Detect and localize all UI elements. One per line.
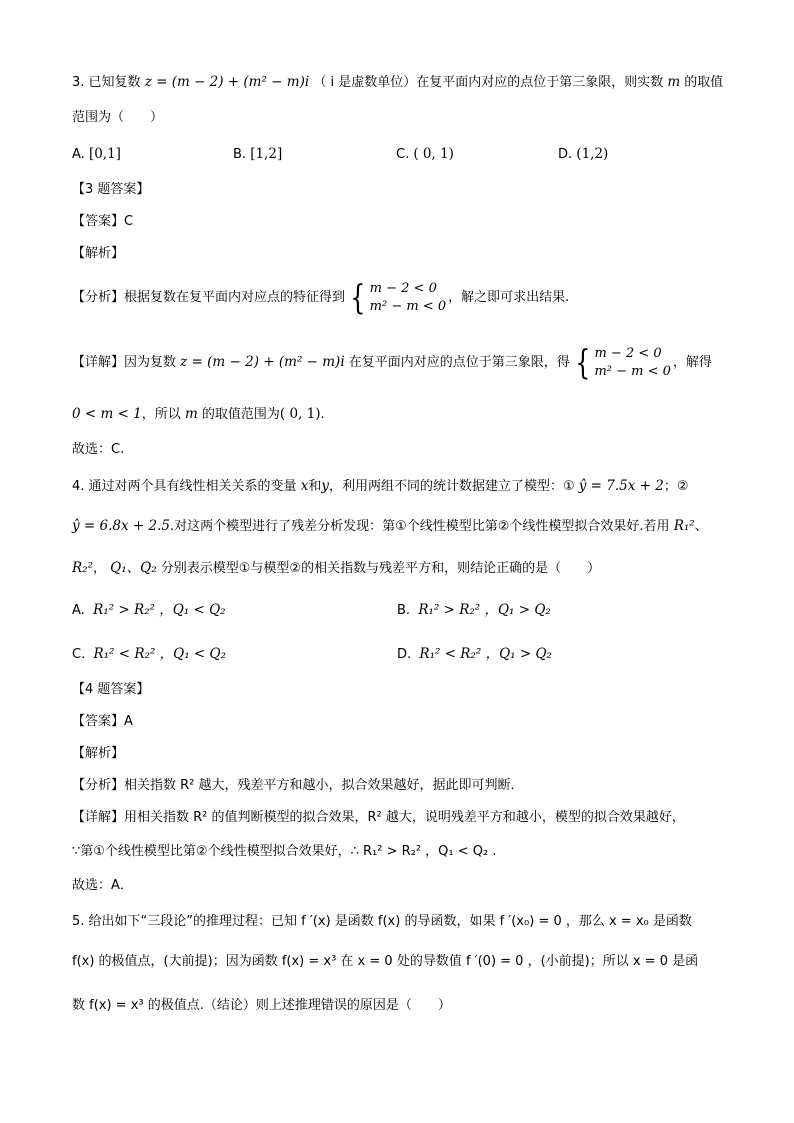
q3-xiangjie-text-3: ，解得 bbox=[672, 355, 712, 370]
q4-q1-q2: Q₁、Q₂ bbox=[110, 560, 157, 576]
q4-r1-squared: R₁² bbox=[673, 518, 695, 534]
q3-choose: 故选：C. bbox=[72, 442, 125, 457]
q3-xiangjie bbox=[72, 342, 712, 383]
q4-stem-line3 bbox=[72, 558, 600, 579]
q3-answer: 【答案】C bbox=[72, 214, 134, 229]
option-value: (1,2) bbox=[576, 146, 609, 162]
q4-dun: 、 bbox=[694, 519, 708, 534]
q3-var-m-2: m bbox=[184, 406, 198, 422]
option-label: B. bbox=[233, 147, 247, 162]
q4-option-c[interactable] bbox=[72, 644, 226, 665]
q3-option-b[interactable] bbox=[233, 144, 282, 165]
q3-answer-header: 【3 题答案】 bbox=[72, 182, 150, 197]
q3-stem-line2: 范围为（ ） bbox=[72, 110, 164, 125]
q3-analysis-header: 【解析】 bbox=[72, 246, 125, 261]
q4-analysis-header: 【解析】 bbox=[72, 746, 125, 761]
option-label: A. bbox=[72, 147, 85, 162]
q5-stem-line1: 5. 给出如下“三段论”的推理过程：已知 f ′(x) 是函数 f(x) 的导函数，如果 f ′(x₀) = 0 ，那么 x = x₀ 是函数 bbox=[72, 914, 692, 929]
q3-range-text: ，所以 bbox=[141, 407, 181, 422]
option-value: ( 0, 1) bbox=[413, 146, 454, 162]
q3-complex-expression: z = (m − 2) + (m² − m)i bbox=[144, 74, 310, 90]
sys-row-2: m² − m < 0 bbox=[594, 363, 671, 379]
q4-model-2: ŷ = 6.8x + 2.5 bbox=[72, 518, 170, 534]
q3-fenxi-text-2: ，解之即可求出结果. bbox=[448, 290, 570, 305]
q4-option-b[interactable] bbox=[397, 600, 551, 621]
q3-xiangjie-text-2: 在复平面内对应的点位于第三象限，得 bbox=[348, 355, 570, 370]
q3-stem-line1 bbox=[72, 72, 723, 93]
q4-option-d[interactable] bbox=[397, 644, 552, 665]
option-value: R₁² > R₂² ，Q₁ > Q₂ bbox=[418, 602, 551, 618]
option-label: C. bbox=[396, 147, 410, 162]
q4-xiangjie: 【详解】用相关指数 R² 的值判断模型的拟合效果，R² 越大，说明残差平方和越小，模型的拟合效果越好， bbox=[72, 810, 685, 825]
q3-stem-text-3: 的取值 bbox=[684, 75, 724, 90]
q4-fenxi: 【分析】相关指数 R² 越大，残差平方和越小，拟合效果越好，据此即可判断． bbox=[72, 778, 524, 793]
q5-stem-line2: f(x) 的极值点，(大前提)；因为函数 f(x) = x³ 在 x = 0 处的导数值 f ′(0) = 0 ，(小前提)；所以 x = 0 是函 bbox=[72, 954, 699, 969]
q4-var-x: x bbox=[300, 478, 309, 494]
q4-stem-text: 4. 通过对两个具有线性相关关系的变量 bbox=[72, 479, 297, 494]
q4-model-1: ŷ = 7.5x + 2 bbox=[578, 478, 664, 494]
brace-icon: { bbox=[350, 277, 366, 318]
q4-stem-line1 bbox=[72, 476, 689, 497]
brace-icon: { bbox=[575, 342, 591, 383]
q4-comma: ， bbox=[93, 561, 107, 576]
q4-and: 和 bbox=[308, 479, 322, 494]
q4-answer: 【答案】A bbox=[72, 714, 133, 729]
option-value: R₁² > R₂² ，Q₁ < Q₂ bbox=[93, 602, 226, 618]
q3-option-d[interactable] bbox=[558, 144, 608, 165]
q4-var-y: y bbox=[321, 478, 329, 494]
q4-option-a[interactable] bbox=[72, 600, 226, 621]
q4-stem-text-2: ，利用两组不同的统计数据建立了模型：① bbox=[328, 479, 575, 494]
q3-range: 0 < m < 1 bbox=[72, 406, 142, 422]
q4-r2-squared: R₂² bbox=[72, 560, 93, 576]
q4-stem-line2 bbox=[72, 516, 708, 537]
q3-range-text-2: 的取值范围为 bbox=[201, 407, 280, 422]
q3-option-a[interactable] bbox=[72, 144, 121, 165]
option-label: D. bbox=[558, 147, 573, 162]
option-label: C. bbox=[72, 647, 86, 662]
option-value: [0,1] bbox=[88, 146, 121, 162]
sys-row-1: m − 2 < 0 bbox=[369, 280, 437, 296]
q3-xiangjie-text: 【详解】因为复数 bbox=[72, 355, 177, 370]
q3-stem-text: 3. 已知复数 bbox=[72, 75, 141, 90]
q3-complex-expression-2: z = (m − 2) + (m² − m)i bbox=[180, 354, 345, 370]
q5-stem-line3: 数 f(x) = x³ 的极值点.（结论）则上述推理错误的原因是（ ） bbox=[72, 998, 451, 1013]
q4-stem-text-4: .对这两个模型进行了残差分析发现：第①个线性模型比第②个线性模型拟合效果好.若用 bbox=[169, 519, 670, 534]
q4-stem-text-5: 分别表示模型①与模型②的相关指数与残差平方和，则结论正确的是（ ） bbox=[160, 561, 601, 576]
option-value: R₁² < R₂² ，Q₁ < Q₂ bbox=[93, 646, 226, 662]
option-value: R₁² < R₂² ，Q₁ > Q₂ bbox=[419, 646, 552, 662]
q3-range-value: ( 0, 1) bbox=[279, 406, 321, 422]
q4-answer-header: 【4 题答案】 bbox=[72, 682, 150, 697]
sys-row-1: m − 2 < 0 bbox=[594, 345, 662, 361]
q3-stem-text-2: （ i 是虚数单位）在复平面内对应的点位于第三象限，则实数 bbox=[313, 75, 664, 90]
q3-inequality-system-2 bbox=[572, 342, 671, 383]
option-value: [1,2] bbox=[250, 146, 283, 162]
q3-fenxi-text: 【分析】根据复数在复平面内对应点的特征得到 bbox=[72, 290, 346, 305]
option-label: D. bbox=[397, 647, 412, 662]
q4-choose: 故选：A． bbox=[72, 878, 133, 893]
option-label: A. bbox=[72, 603, 85, 618]
q3-option-c[interactable] bbox=[396, 144, 454, 165]
q3-inequality-system bbox=[347, 277, 447, 318]
q3-range-line: 0 < m < 1，所以 m 的取值范围为( 0, 1). bbox=[72, 406, 325, 422]
option-label: B. bbox=[397, 603, 411, 618]
q4-stem-text-3: ；② bbox=[663, 479, 689, 494]
sys-row-2: m² − m < 0 bbox=[369, 298, 447, 314]
q3-fenxi bbox=[72, 278, 569, 318]
q3-var-m: m bbox=[667, 74, 681, 90]
q4-because: ∵第①个线性模型比第②个线性模型拟合效果好，∴ R₁² > R₂² ，Q₁ < Q₂ . bbox=[72, 844, 497, 859]
